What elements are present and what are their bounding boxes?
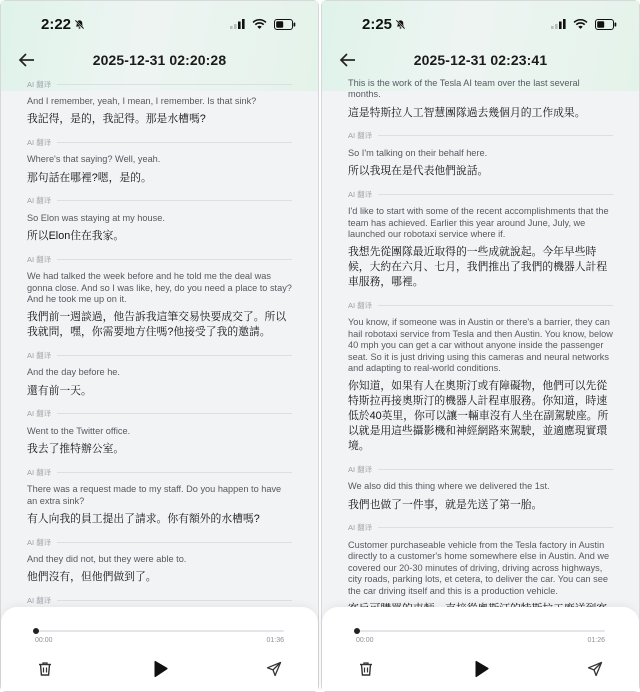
transcript-screen-right [321,0,640,692]
segment-source-text: And the day before he. [27,367,120,378]
share-button[interactable] [262,657,286,681]
play-icon [471,659,491,679]
playback-total-time: 01:26 [587,637,605,644]
transcript-segment [27,96,292,127]
segment-source-text: There was a request made to my staff. Do you happen to have an extra sink? [27,484,282,506]
bell-slash-icon [74,19,85,30]
play-button[interactable] [148,657,172,681]
segment-source-text: Where's that saying? Well, yeah. [27,154,161,165]
share-button[interactable] [583,657,607,681]
ai-translate-label: AI 翻译 [348,519,613,537]
status-time-text: 2:25 [362,15,393,33]
segment-source-text: Customer purchaseable vehicle from the Tesla factory in Austin directly to a customer's home somewhere else in Austin. And we covered our 20-30 minutes of driving, driving across highways, city roads, parking lots, et cetera, to deliver the car. You can see the car driving itself and this is a production vehicle. [348,539,610,596]
nav-bar [1,47,318,73]
transcript-list[interactable] [322,75,639,607]
transcript-segment [27,213,292,244]
segment-translation-text: 這是特斯拉人工智慧團隊過去幾個月的工作成果。 [348,106,586,119]
playback-progress-knob[interactable] [33,628,39,634]
transcript-segment [348,148,613,179]
segment-translation-text: 所以我現在是代表他們說話。 [348,165,489,178]
back-button[interactable] [17,50,39,70]
playback-current-time: 00:00 [35,637,53,644]
recording-timestamp-title: 2025-12-31 02:20:28 [92,52,227,68]
play-icon [150,659,170,679]
player-controls [322,657,639,681]
trash-icon [358,661,374,677]
playback-progress-knob[interactable] [354,628,360,634]
player-controls [1,657,318,681]
ai-translate-label: AI 翻译 [348,185,613,203]
ai-translate-label: AI 翻译 [27,591,292,609]
back-arrow-icon [338,50,358,70]
segment-translation-text: 我們前一週談過，他告訴我這筆交易快要成交了。所以我就問，嘿，你需要地方住嗎?他接受了我的邀請。 [27,311,287,339]
ai-translate-label: AI 翻译 [27,133,292,151]
transcript-list[interactable] [1,75,318,607]
ai-translate-label: AI 翻译 [27,405,292,423]
transcript-segment [27,154,292,185]
audio-player [322,607,639,691]
segment-translation-text: 你知道，如果有人在奧斯汀或有障礙物，他們可以先從特斯拉再接奧斯汀的機器人計程車服務。你知道，時速低於40英里，你可以讓一輛車沒有人坐在副駕駛座。所以就是用這些攝影機和神經網路來駕駛，並適應現實環境。 [348,380,609,453]
trash-icon [37,661,53,677]
delete-button[interactable] [33,657,57,681]
segment-translation-text: 我去了推特辦公室。 [27,443,125,456]
ai-translate-label: AI 翻译 [27,75,292,93]
segment-translation-text: 有人向我的員工提出了請求。你有額外的水槽嗎? [27,513,260,526]
ai-translate-label: AI 翻译 [348,460,613,478]
transcript-segment [27,554,292,585]
segment-translation-text: 他們沒有，但他們做到了。 [27,571,157,584]
bell-slash-icon [395,19,406,30]
transcript-segment [27,367,292,398]
transcript-segment [27,426,292,457]
wifi-icon [573,19,588,30]
segment-translation-text: 我想先從團隊最近取得的一些成就說起。今年早些時候，大約在六月、七月，我們推出了我們的機器人計程車服務，哪裡。 [348,246,608,289]
segment-translation-text: 我記得，是的，我記得。那是水槽嗎? [27,113,206,126]
recording-timestamp-title: 2025-12-31 02:23:41 [413,52,548,68]
transcript-screen-left [0,0,319,692]
battery-icon [595,19,617,30]
ai-translate-label: AI 翻译 [27,463,292,481]
playback-progress-bar[interactable] [356,630,605,632]
ai-translate-label: AI 翻译 [27,533,292,551]
send-icon [266,661,282,677]
segment-translation-text: 所以Elon住在我家。 [27,230,125,243]
transcript-segment [27,484,292,527]
ai-translate-label: AI 翻译 [27,346,292,364]
back-button[interactable] [338,50,360,70]
transcript-segment [348,481,613,512]
send-icon [587,661,603,677]
signal-icon [551,19,566,29]
segment-source-text: We had talked the week before and he told me the deal was gonna close. And so I was like, hey, do you need a place to stay? And he took me up on it. [27,271,292,305]
ai-translate-label: AI 翻译 [27,192,292,210]
battery-icon [274,19,296,30]
segment-source-text: And I remember, yeah, I mean, I remember. Is that sink? [27,96,257,106]
transcript-segment [27,271,292,340]
segment-translation-text: 我們也做了一件事，就是先送了第一胎。 [348,498,543,511]
status-time [362,16,406,33]
audio-player [1,607,318,691]
playback-progress-bar[interactable] [35,630,284,632]
status-bar [322,1,639,47]
status-icons [230,19,296,30]
status-icons [551,19,617,30]
playback-current-time: 00:00 [356,637,374,644]
status-time-text: 2:22 [41,15,72,33]
nav-bar [322,47,639,73]
segment-translation-text: 還有前一天。 [27,384,92,397]
ai-translate-label: AI 翻译 [348,127,613,145]
status-time [41,16,85,33]
segment-source-text: So Elon was staying at my house. [27,212,165,223]
segment-source-text: You know, if someone was in Austin or there's a barrier, they can hail robotaxi service from Tesla and then Austin. You know, below 40 mph you can get a car without anyone inside the passenger seat. So it is just driving using this cameras and neural networks and adapting to real-world conditions. [348,317,613,374]
ai-translate-label: AI 翻译 [348,296,613,314]
back-arrow-icon [17,50,37,70]
segment-source-text: So I'm talking on their behalf here. [348,147,488,158]
segment-source-text: And they did not, but they were able to. [27,554,187,565]
segment-source-text: I'd like to start with some of the recent accomplishments that the team has achieved. Earlier this year around June, July, we launched our robotaxi service where if. [348,206,609,240]
playback-total-time: 01:36 [266,637,284,644]
delete-button[interactable] [354,657,378,681]
transcript-segment [348,78,613,121]
segment-source-text: Went to the Twitter office. [27,425,131,436]
ai-translate-label: AI 翻译 [27,250,292,268]
play-button[interactable] [469,657,493,681]
wifi-icon [252,19,267,30]
transcript-segment [348,317,613,454]
segment-source-text: We also did this thing where we delivered the 1st. [348,481,550,492]
status-bar [1,1,318,47]
transcript-segment [348,206,613,290]
signal-icon [230,19,245,29]
segment-source-text: This is the work of the Tesla AI team over the last several months. [348,78,580,100]
segment-translation-text: 那句話在哪裡?嗯，是的。 [27,171,152,184]
